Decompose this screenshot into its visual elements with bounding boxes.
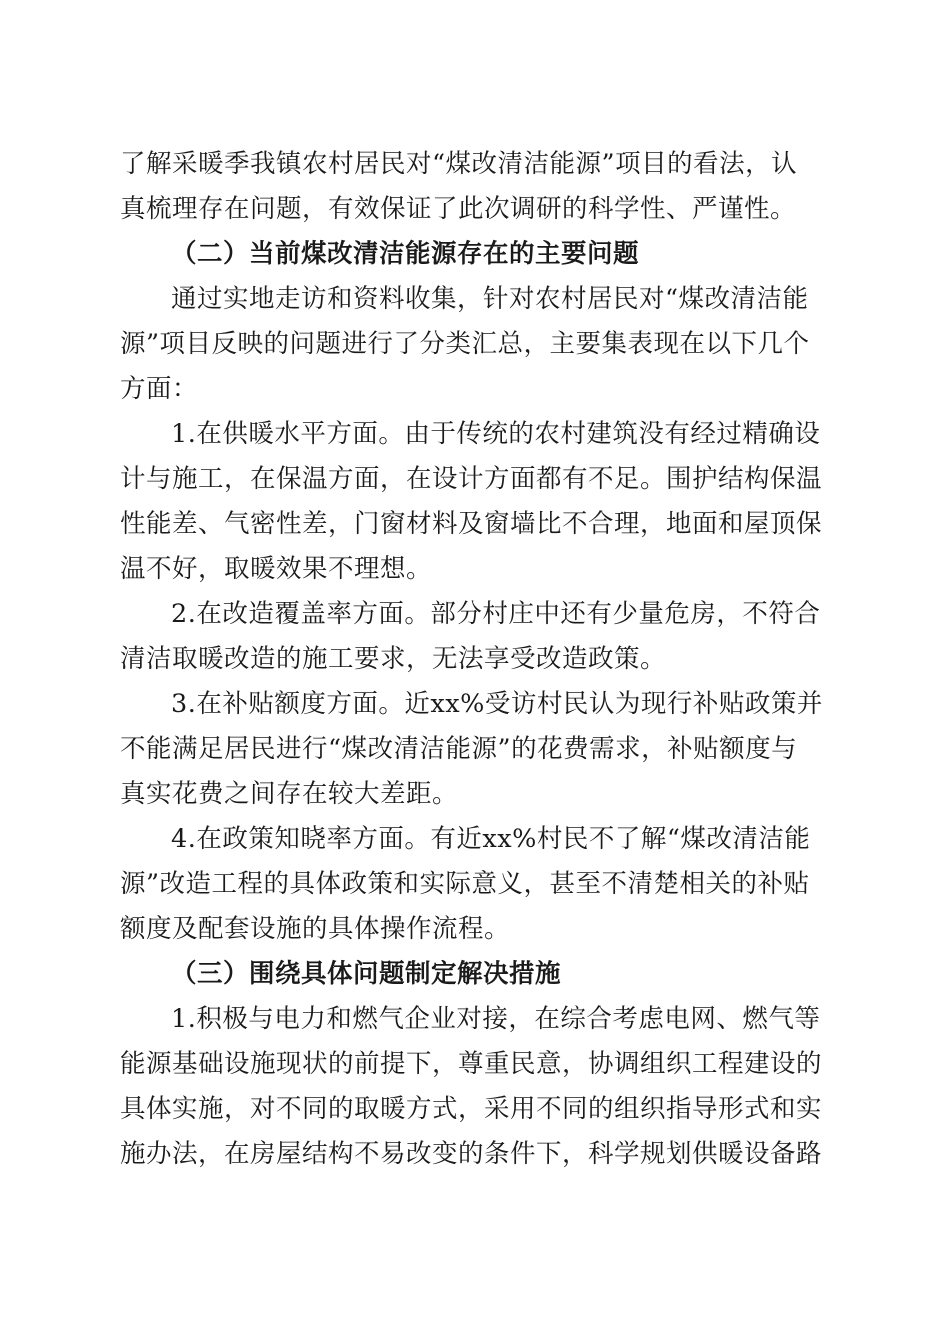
section-heading-main-problems — [120, 232, 825, 277]
text-line: 真梳理存在问题，有效保证了此次调研的科学性、严谨性。 — [120, 194, 797, 224]
paragraph-item-heating-level — [120, 412, 825, 592]
text-line: 能源基础设施现状的前提下，尊重民意，协调组织工程建设的 — [120, 1049, 823, 1079]
text-line: 性能差、气密性差，门窗材料及窗墙比不合理，地面和屋顶保 — [120, 509, 823, 539]
text-line: 真实花费之间存在较大差距。 — [120, 779, 459, 809]
text-line: 清洁取暖改造的施工要求，无法享受改造政策。 — [120, 644, 667, 674]
text-line: 方面： — [120, 374, 199, 404]
text-line: 不能满足居民进行“煤改清洁能源”的花费需求，补贴额度与 — [120, 734, 798, 764]
paragraph-survey-summary — [120, 142, 825, 232]
paragraph-solution-1 — [120, 997, 825, 1177]
text-line: 源”改造工程的具体政策和实际意义，甚至不清楚相关的补贴 — [120, 869, 810, 899]
heading-text: （二）当前煤改清洁能源存在的主要问题 — [171, 239, 640, 269]
text-line: 计与施工，在保温方面，在设计方面都有不足。围护结构保温 — [120, 464, 823, 494]
text-line: 具体实施，对不同的取暖方式，采用不同的组织指导形式和实 — [120, 1094, 823, 1124]
text-line: 3.在补贴额度方面。近xx%受访村民认为现行补贴政策并 — [171, 689, 823, 719]
paragraph-item-coverage-rate — [120, 592, 825, 682]
document-body — [120, 142, 825, 1177]
text-line: 通过实地走访和资料收集，针对农村居民对“煤改清洁能 — [171, 284, 809, 314]
paragraph-item-subsidy-amount — [120, 682, 825, 817]
text-line: 温不好，取暖效果不理想。 — [120, 554, 433, 584]
text-line: 2.在改造覆盖率方面。部分村庄中还有少量危房，不符合 — [171, 599, 821, 629]
paragraph-item-policy-awareness — [120, 817, 825, 952]
section-heading-solutions — [120, 952, 825, 997]
text-line: 了解采暖季我镇农村居民对“煤改清洁能源”项目的看法，认 — [120, 149, 798, 179]
text-line: 额度及配套设施的具体操作流程。 — [120, 914, 511, 944]
text-line: 施办法，在房屋结构不易改变的条件下，科学规划供暖设备路 — [120, 1139, 823, 1169]
text-line: 源”项目反映的问题进行了分类汇总，主要集表现在以下几个 — [120, 329, 810, 359]
text-line: 4.在政策知晓率方面。有近xx%村民不了解“煤改清洁能 — [171, 824, 811, 854]
text-line: 1.积极与电力和燃气企业对接，在综合考虑电网、燃气等 — [171, 1004, 821, 1034]
paragraph-problem-intro — [120, 277, 825, 412]
heading-text: （三）围绕具体问题制定解决措施 — [171, 959, 562, 989]
text-line: 1.在供暖水平方面。由于传统的农村建筑没有经过精确设 — [171, 419, 821, 449]
